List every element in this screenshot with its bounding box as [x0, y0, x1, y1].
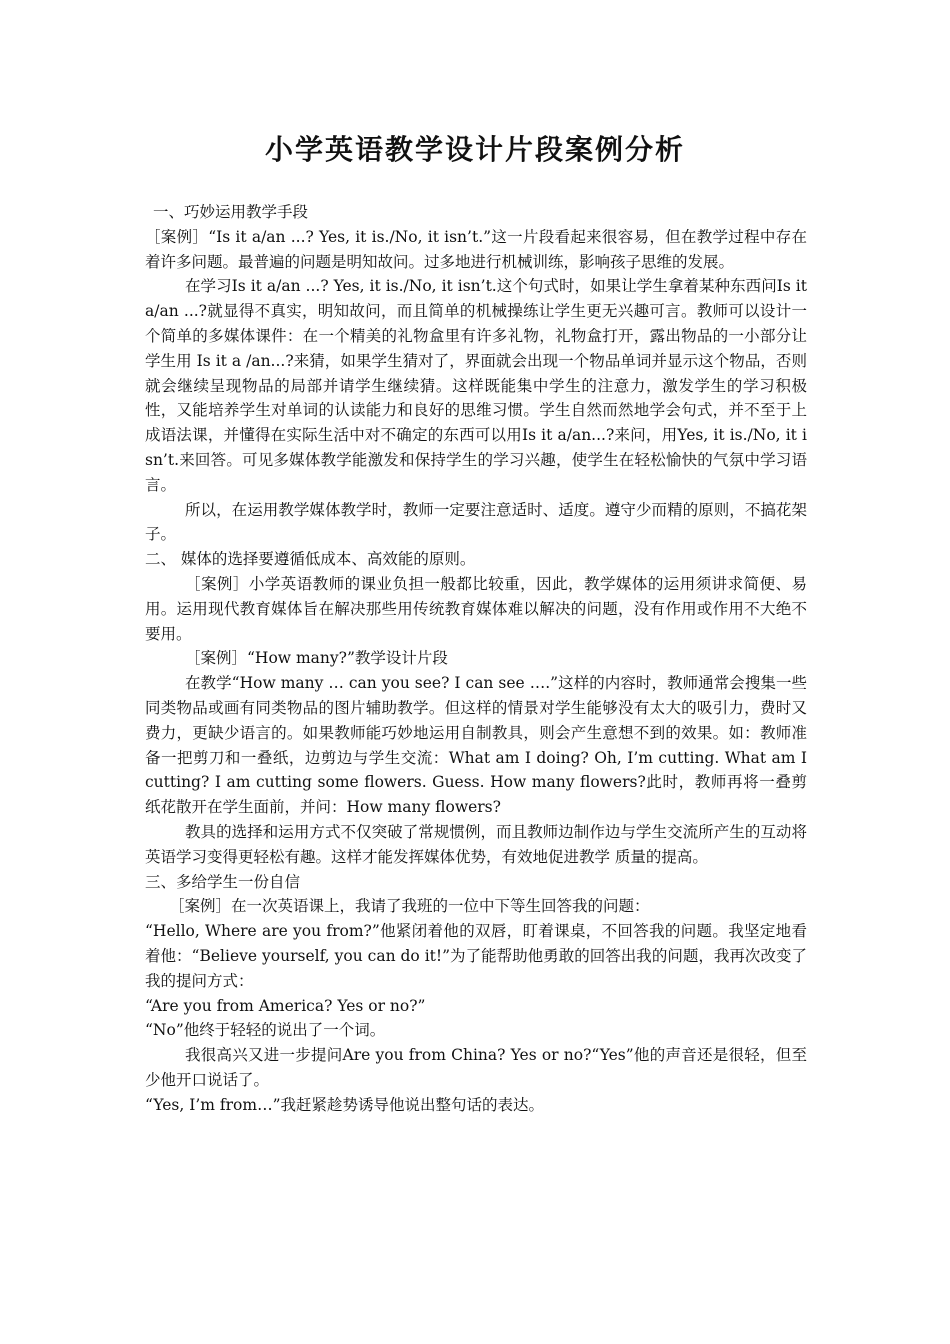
- paragraph: “Hello, Where are you from?”他紧闭着他的双唇，盯着课桌，不回答我的问题。我坚定地看着他：“Believe yourself, you can do it!”为了能帮助他勇敢的回答出我的问题，我再次改变了我的提问方式：: [145, 922, 807, 990]
- section-heading-3: 三、多给学生一份自信: [145, 872, 301, 891]
- case-heading: ［案例］“How many?”教学设计片段: [185, 649, 448, 668]
- section-heading-2: 二、 媒体的选择要遵循低成本、高效能的原则。: [145, 550, 476, 569]
- paragraph: 教具的选择和运用方式不仅突破了常规惯例，而且教师边制作边与学生交流所产生的互动将英语学习变得更轻松有趣。这样才能发挥媒体优势，有效地促进教学 质量的提高。: [145, 822, 807, 866]
- paragraph: 在教学“How many … can you see? I can see ….”这样的内容时，教师通常会搜集一些同类物品或画有同类物品的图片辅助教学。但这样的情景对学生能够没有太大的吸引力，费时又费力，更缺少语言的。如果教师能巧妙地运用自制教具，则会产生意想不到的效果。如：教师准备一把剪刀和一叠纸，边剪边与学生交流：What am I doing? Oh, I’m cutting. What am I cutting? I am cutting some flowers. Guess. How many flowers?此时，教师再将一叠剪纸花散开在学生面前，并问：How many flowers?: [145, 674, 807, 817]
- dialogue-line: “Are you from America? Yes or no?”: [145, 996, 426, 1015]
- paragraph: ［案例］在一次英语课上，我请了我班的一位中下等生回答我的问题：: [169, 897, 650, 916]
- dialogue-line: “Yes, I’m from…”我赶紧趁势诱导他说出整句话的表达。: [145, 1095, 544, 1114]
- paragraph: ［案例］小学英语教师的课业负担一般都比较重，因此，教学媒体的运用须讲求简便、易用。运用现代教育媒体旨在解决那些用传统教育媒体难以解决的问题，没有作用或作用不大绝不要用。: [145, 574, 807, 643]
- paragraph: 所以，在运用教学媒体教学时，教师一定要注意适时、适度。遵守少而精的原则，不搞花架子。: [145, 500, 807, 544]
- dialogue-line: “No”他终于轻轻的说出了一个词。: [145, 1021, 386, 1040]
- document-title: 小学英语教学设计片段案例分析: [264, 133, 685, 166]
- paragraph: ［案例］“Is it a/an ...? Yes, it is./No, it isn’t.”这一片段看起来很容易，但在教学过程中存在着许多问题。最普遍的问题是明知故问。过多地进行机械训练，影响孩子思维的发展。: [145, 227, 807, 271]
- paragraph: 在学习Is it a/an ...? Yes, it is./No, it isn’t.这个句式时，如果让学生拿着某种东西问Is it a/an ...?就显得不真实，明知故问，而且简单的机械操练让学生更无兴趣可言。教师可以设计一个简单的多媒体课件：在一个精美的礼物盒里有许多礼物，礼物盒打开，露出物品的一小部分让学生用 Is it a /an...?来猜，如果学生猜对了，界面就会出现一个物品单词并显示这个物品，否则就会继续呈现物品的局部并请学生继续猜。这样既能集中学生的注意力，激发学生的学习积极性，又能培养学生对单词的认读能力和良好的思维习惯。学生自然而然地学会句式，并不至于上成语法课，并懂得在实际生活中对不确定的东西可以用Is it a/an...?来问，用Yes, it is./No, it isn’t.来回答。可见多媒体教学能激发和保持学生的学习兴趣，使学生在轻松愉快的气氛中学习语言。: [145, 277, 807, 494]
- section-heading-1: 一、巧妙运用教学手段: [153, 203, 309, 221]
- document-body: [145, 200, 807, 1117]
- paragraph: 我很高兴又进一步提问Are you from China? Yes or no?“Yes”他的声音还是很轻，但至少他开口说话了。: [145, 1046, 807, 1089]
